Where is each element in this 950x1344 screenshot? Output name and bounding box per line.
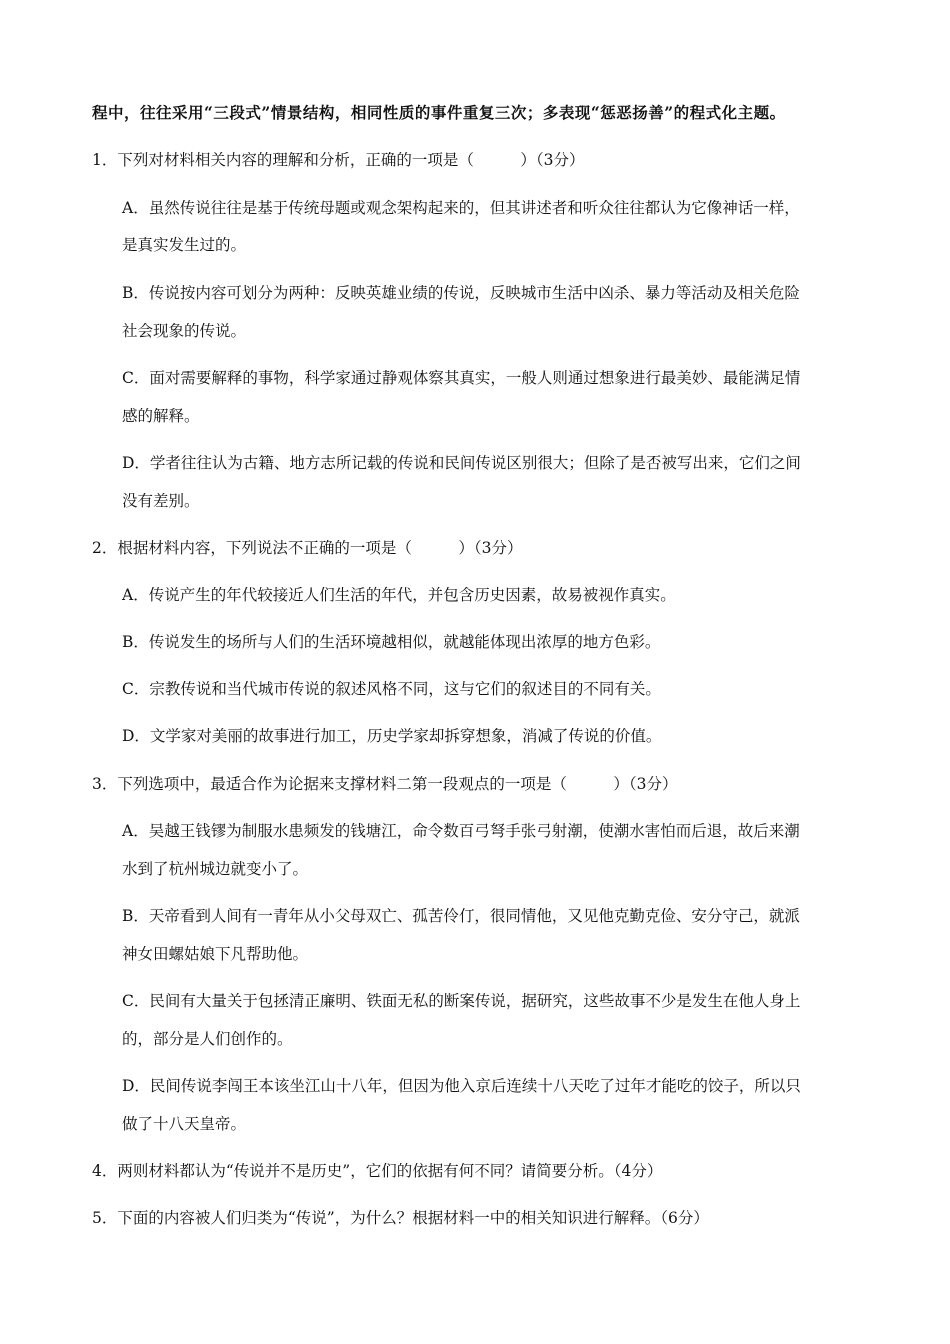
question-1-option-b-continuation: 社会现象的传说。 [122, 322, 247, 340]
question-2-option-c: C．宗教传说和当代城市传说的叙述风格不同，这与它们的叙述目的不同有关。 [122, 680, 661, 698]
question-3-option-d-continuation: 做了十八天皇帝。 [122, 1115, 247, 1133]
question-1-option-b: B．传说按内容可划分为两种：反映英雄业绩的传说，反映城市生活中凶杀、暴力等活动及相关危险 [122, 284, 800, 302]
question-3-option-a-continuation: 水到了杭州城边就变小了。 [122, 860, 309, 878]
question-1-option-a: A．虽然传说往往是基于传统母题或观念架构起来的，但其讲述者和听众往往都认为它像神话一样， [122, 199, 800, 217]
question-4-stem: 4．两则材料都认为“传说并不是历史”，它们的依据有何不同？请简要分析。（4分） [92, 1162, 663, 1180]
question-2-option-d: D．文学家对美丽的故事进行加工，历史学家却拆穿想象，消减了传说的价值。 [122, 727, 662, 745]
question-1-option-d: D．学者往往认为古籍、地方志所记载的传说和民间传说区别很大；但除了是否被写出来，它们之间 [122, 454, 801, 472]
question-5-stem: 5．下面的内容被人们归类为“传说”，为什么？根据材料一中的相关知识进行解释。（6分） [92, 1209, 709, 1227]
question-3-stem: 3．下列选项中，最适合作为论据来支撑材料二第一段观点的一项是（ ）（3分） [92, 775, 678, 793]
question-3-option-b-continuation: 神女田螺姑娘下凡帮助他。 [122, 945, 309, 963]
question-2-stem: 2．根据材料内容，下列说法不正确的一项是（ ）（3分） [92, 539, 523, 557]
question-1-option-d-continuation: 没有差别。 [122, 492, 200, 510]
question-3-option-b: B．天帝看到人间有一青年从小父母双亡、孤苦伶仃，很同情他，又见他克勤克俭、安分守己，就派 [122, 907, 800, 925]
question-1-option-c: C．面对需要解释的事物，科学家通过静观体察其真实，一般人则通过想象进行最美妙、最能满足情 [122, 369, 801, 387]
question-3-option-c: C．民间有大量关于包拯清正廉明、铁面无私的断案传说，据研究，这些故事不少是发生在他人身上 [122, 992, 801, 1010]
question-1-stem: 1．下列对材料相关内容的理解和分析，正确的一项是（ ）（3分） [92, 151, 585, 169]
question-2-option-a: A．传说产生的年代较接近人们生活的年代，并包含历史因素，故易被视作真实。 [122, 586, 676, 604]
question-3-option-d: D．民间传说李闯王本该坐江山十八年，但因为他入京后连续十八天吃了过年才能吃的饺子，所以只 [122, 1077, 801, 1095]
intro-text-line: 程中，往往采用“三段式”情景结构，相同性质的事件重复三次；多表现“惩恶扬善”的程式化主题。 [92, 103, 786, 122]
question-1-option-a-continuation: 是真实发生过的。 [122, 236, 247, 254]
question-1-option-c-continuation: 感的解释。 [122, 407, 200, 425]
question-2-option-b: B．传说发生的场所与人们的生活环境越相似，就越能体现出浓厚的地方色彩。 [122, 633, 661, 651]
question-3-option-a: A．吴越王钱镠为制服水患频发的钱塘江，命令数百弓弩手张弓射潮，使潮水害怕而后退，故后来潮 [122, 822, 800, 840]
question-3-option-c-continuation: 的，部分是人们创作的。 [122, 1030, 293, 1048]
